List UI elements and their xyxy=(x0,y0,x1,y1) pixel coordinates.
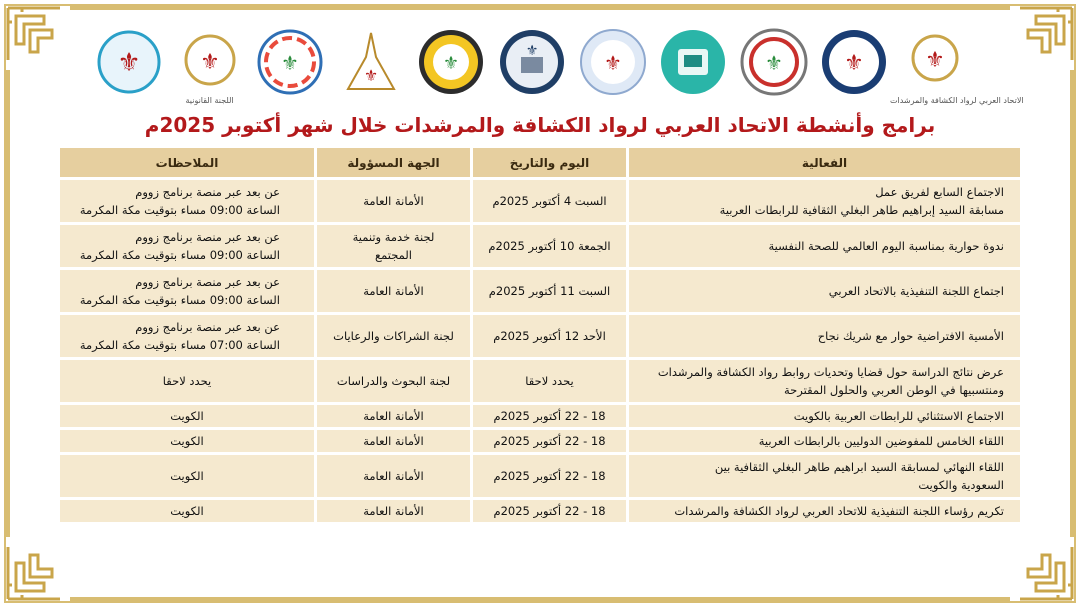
table-row xyxy=(60,270,1020,312)
cell-notes: عن بعد عبر منصة برنامج زووم الساعة 07:00 مساء بتوقيت مكة المكرمة xyxy=(60,315,314,357)
cell-date: يحدد لاحقا xyxy=(470,360,626,402)
cell-notes: الكويت xyxy=(60,455,314,497)
page-title: برامج وأنشطة الاتحاد العربي لرواد الكشافة والمرشدات خلال شهر أكتوبر 2025م xyxy=(144,113,936,137)
cell-entity: الأمانة العامة xyxy=(314,455,470,497)
svg-text:⚜: ⚜ xyxy=(844,51,865,76)
cell-notes: عن بعد عبر منصة برنامج زووم الساعة 09:00 مساء بتوقيت مكة المكرمة xyxy=(60,180,314,222)
frame-corner-bottom-right xyxy=(1020,547,1072,599)
svg-text:⚜: ⚜ xyxy=(281,51,300,75)
cell-event: الأمسية الافتراضية حوار مع شريك نجاح xyxy=(626,315,1020,357)
cell-date: السبت 11 أكتوبر 2025م xyxy=(470,270,626,312)
table-header-row xyxy=(60,148,1020,177)
schedule-table xyxy=(60,145,1020,525)
svg-text:⚜: ⚜ xyxy=(764,51,783,75)
cell-notes: عن بعد عبر منصة برنامج زووم الساعة 09:00 مساء بتوقيت مكة المكرمة xyxy=(60,270,314,312)
svg-text:⚜: ⚜ xyxy=(199,50,220,75)
cell-entity: الأمانة العامة xyxy=(314,180,470,222)
svg-text:⚜: ⚜ xyxy=(117,48,141,78)
legal-committee-logo xyxy=(173,25,247,105)
cell-entity: الأمانة العامة xyxy=(314,405,470,427)
logos-row xyxy=(92,20,1024,105)
header-notes: الملاحظات xyxy=(60,148,314,177)
cell-event: تكريم رؤساء اللجنة التنفيذية للاتحاد العربي لرواد الكشافة والمرشدات xyxy=(626,500,1020,522)
committee-logo-10 xyxy=(92,25,166,99)
cell-entity: الأمانة العامة xyxy=(314,500,470,522)
table-row xyxy=(60,405,1020,427)
cell-date: 18 - 22 أكتوبر 2025م xyxy=(470,455,626,497)
cell-date: الأحد 12 أكتوبر 2025م xyxy=(470,315,626,357)
svg-text:⚜: ⚜ xyxy=(363,66,378,85)
cell-notes: عن بعد عبر منصة برنامج زووم الساعة 09:00 مساء بتوقيت مكة المكرمة xyxy=(60,225,314,267)
frame-corner-bottom-left xyxy=(8,547,60,599)
committee-logo-1 xyxy=(817,25,891,99)
committee-logo-7 xyxy=(334,25,408,99)
svg-text:⚜: ⚜ xyxy=(443,53,460,74)
cell-event: اللقاء الخامس للمفوضين الدوليين بالرابطات العربية xyxy=(626,430,1020,452)
table-row xyxy=(60,500,1020,522)
committee-logo-5 xyxy=(495,25,569,99)
cell-notes: الكويت xyxy=(60,405,314,427)
cell-date: السبت 4 أكتوبر 2025م xyxy=(470,180,626,222)
table-row xyxy=(60,225,1020,267)
header-date: اليوم والتاريخ xyxy=(470,148,626,177)
cell-entity: الأمانة العامة xyxy=(314,270,470,312)
cell-event: الاجتماع الاستثنائي للرابطات العربية بالكويت xyxy=(626,405,1020,427)
committee-logo-3 xyxy=(656,25,730,99)
cell-event: عرض نتائج الدراسة حول قضايا وتحديات روابط رواد الكشافة والمرشدات ومنتسبيها في الوطن العربي والحلول المقترحة xyxy=(626,360,1020,402)
committee-logo-2 xyxy=(737,25,811,99)
arab-union-caption: الاتحاد العربي لرواد الكشافة والمرشدات xyxy=(889,96,1024,105)
arab-union-logo xyxy=(889,25,1024,105)
table-row xyxy=(60,455,1020,497)
legal-committee-caption: اللجنة القانونية xyxy=(185,96,234,105)
cell-entity: الأمانة العامة xyxy=(314,430,470,452)
cell-event: اجتماع اللجنة التنفيذية بالاتحاد العربي xyxy=(626,270,1020,312)
cell-notes: الكويت xyxy=(60,430,314,452)
cell-date: 18 - 22 أكتوبر 2025م xyxy=(470,500,626,522)
cell-event: اللقاء النهائي لمسابقة السيد ابراهيم طاهر البغلي الثقافية بين السعودية والكويت xyxy=(626,455,1020,497)
cell-notes: يحدد لاحقا xyxy=(60,360,314,402)
table-row xyxy=(60,315,1020,357)
cell-event: الاجتماع السابع لفريق عمل مسابقة السيد إبراهيم طاهر البغلي الثقافية للرابطات العربية xyxy=(626,180,1020,222)
table-row xyxy=(60,430,1020,452)
cell-event: ندوة حوارية بمناسبة اليوم العالمي للصحة النفسية xyxy=(626,225,1020,267)
cell-date: الجمعة 10 أكتوبر 2025م xyxy=(470,225,626,267)
cell-date: 18 - 22 أكتوبر 2025م xyxy=(470,430,626,452)
svg-text:⚜: ⚜ xyxy=(603,51,622,75)
header-event: الفعالية xyxy=(626,148,1020,177)
cell-notes: الكويت xyxy=(60,500,314,522)
svg-text:⚜: ⚜ xyxy=(525,43,539,59)
table-row xyxy=(60,360,1020,402)
svg-text:⚜: ⚜ xyxy=(925,48,945,73)
cell-entity: لجنة البحوث والدراسات xyxy=(314,360,470,402)
committee-logo-4 xyxy=(576,25,650,99)
committee-logo-6 xyxy=(414,25,488,99)
cell-date: 18 - 22 أكتوبر 2025م xyxy=(470,405,626,427)
frame-corner-top-left xyxy=(8,8,60,60)
table-row xyxy=(60,180,1020,222)
cell-entity: لجنة الشراكات والرعايات xyxy=(314,315,470,357)
header-entity: الجهة المسؤولة xyxy=(314,148,470,177)
committee-logo-8 xyxy=(253,25,327,99)
cell-entity: لجنة خدمة وتنمية المجتمع xyxy=(314,225,470,267)
frame-corner-top-right xyxy=(1020,8,1072,60)
